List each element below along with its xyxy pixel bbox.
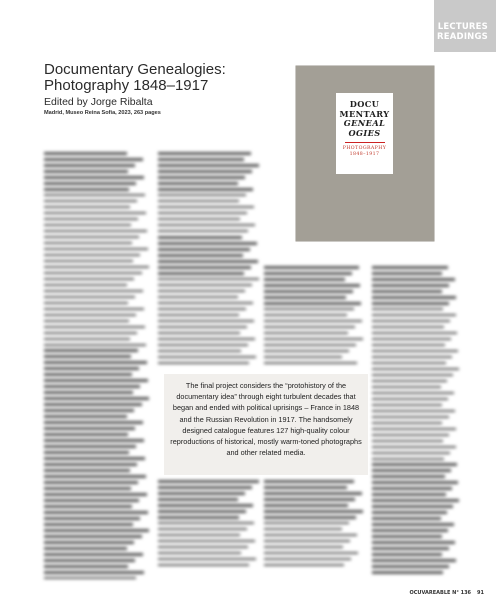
blurred-text-line (264, 320, 362, 323)
publication-info: Madrid, Museo Reina Sofia, 2023, 263 pages (44, 110, 161, 116)
cover-rule (345, 142, 385, 143)
blurred-text-line (158, 260, 258, 263)
blurred-text-line (372, 398, 448, 401)
blurred-text-line (264, 350, 349, 353)
blurred-text-line (158, 152, 251, 155)
blurred-text-line (372, 326, 444, 329)
body-text-column-3-bottom (264, 480, 364, 570)
editor-credit: Edited by Jorge Ribalta (44, 96, 153, 108)
blurred-text-line (372, 475, 445, 478)
footer-magazine: OCUVAREABLE N° 136 (409, 590, 472, 596)
blurred-text-line (264, 308, 354, 311)
blurred-text-line (372, 374, 453, 377)
blurred-text-line (44, 188, 129, 191)
cover-title-line2: MENTARY (339, 108, 390, 119)
blurred-text-line (158, 272, 244, 275)
blurred-text-line (264, 362, 357, 365)
blurred-text-line (372, 553, 442, 556)
blurred-text-line (372, 541, 455, 544)
blurred-text-line (44, 409, 134, 412)
blurred-text-line (44, 248, 148, 251)
blurred-text-line (44, 529, 149, 532)
blurred-text-line (372, 493, 446, 496)
blurred-text-line (372, 392, 454, 395)
blurred-text-line (44, 332, 137, 335)
blurred-text-line (44, 421, 143, 424)
blurred-text-line (44, 457, 145, 460)
blurred-text-line (158, 290, 245, 293)
blurred-text-line (44, 487, 131, 490)
blurred-text-line (372, 452, 450, 455)
cover-subtitle-line1: PHOTOGRAPHY (342, 145, 387, 151)
review-title (44, 62, 274, 94)
blurred-text-line (372, 356, 452, 359)
blurred-text-line (44, 164, 135, 167)
blurred-text-line (372, 266, 448, 269)
blurred-text-line (158, 206, 254, 209)
blurred-text-line (264, 272, 352, 275)
blurred-text-line (44, 367, 139, 370)
blurred-text-line (158, 302, 253, 305)
blurred-text-line (158, 230, 248, 233)
book-cover-label (336, 93, 393, 174)
blurred-text-line (158, 356, 256, 359)
cover-title-line1: DOCU (349, 99, 380, 109)
blurred-text-line (264, 528, 342, 531)
blurred-text-line (372, 565, 449, 568)
blurred-text-line (44, 511, 148, 514)
blurred-text-line (158, 284, 252, 287)
blurred-text-line (44, 284, 127, 287)
blurred-text-line (372, 481, 458, 484)
blurred-text-line (372, 428, 456, 431)
blurred-text-line (372, 350, 458, 353)
blurred-text-line (264, 266, 359, 269)
blurred-text-line (44, 254, 140, 257)
blurred-text-line (372, 559, 456, 562)
blurred-text-line (44, 230, 147, 233)
blurred-text-line (372, 511, 447, 514)
blurred-text-line (372, 296, 456, 299)
blurred-text-line (158, 540, 255, 543)
blurred-text-line (44, 397, 149, 400)
book-cover-image (296, 66, 434, 241)
blurred-text-line (158, 170, 252, 173)
blurred-text-line (44, 158, 143, 161)
blurred-text-line (372, 368, 459, 371)
blurred-text-line (44, 355, 131, 358)
blurred-text-line (44, 361, 147, 364)
page-footer (410, 590, 485, 596)
blurred-text-line (158, 480, 259, 483)
blurred-text-line (44, 200, 137, 203)
blurred-text-line (158, 498, 238, 501)
blurred-text-line (372, 463, 457, 466)
blurred-text-line (158, 522, 254, 525)
blurred-text-line (44, 577, 136, 580)
blurred-text-line (158, 320, 254, 323)
blurred-text-line (44, 541, 134, 544)
blurred-text-line (158, 182, 238, 185)
blurred-text-line (264, 332, 348, 335)
page-number: 91 (477, 590, 484, 596)
blurred-text-line (372, 458, 444, 461)
body-text-column-3 (264, 266, 364, 368)
blurred-text-line (264, 326, 355, 329)
blurred-text-line (264, 302, 361, 305)
blurred-text-line (264, 486, 347, 489)
blurred-text-line (264, 546, 343, 549)
blurred-text-line (158, 344, 248, 347)
blurred-text-line (44, 272, 142, 275)
blurred-text-line (264, 296, 346, 299)
blurred-text-line (44, 182, 136, 185)
blurred-text-line (44, 439, 144, 442)
blurred-text-line (158, 236, 242, 239)
blurred-text-line (372, 505, 453, 508)
blurred-text-line (372, 284, 449, 287)
blurred-text-line (44, 547, 127, 550)
blurred-text-line (44, 427, 135, 430)
blurred-text-line (158, 164, 259, 167)
blurred-text-line (44, 212, 146, 215)
blurred-text-line (372, 386, 441, 389)
blurred-text-line (158, 510, 246, 513)
blurred-text-line (264, 522, 349, 525)
blurred-text-line (44, 559, 135, 562)
body-text-column-2-top (158, 152, 260, 236)
blurred-text-line (372, 469, 451, 472)
blurred-text-line (44, 326, 145, 329)
blurred-text-line (44, 553, 143, 556)
blurred-text-line (44, 523, 133, 526)
blurred-text-line (158, 254, 243, 257)
blurred-text-line (44, 224, 131, 227)
blurred-text-line (264, 338, 363, 341)
blurred-text-line (264, 552, 358, 555)
blurred-text-line (372, 344, 445, 347)
blurred-text-line (44, 302, 128, 305)
blurred-text-line (264, 492, 362, 495)
blurred-text-line (44, 499, 139, 502)
blurred-text-line (264, 558, 351, 561)
blurred-text-line (158, 558, 256, 561)
blurred-text-line (158, 314, 239, 317)
blurred-text-line (372, 535, 442, 538)
blurred-text-line (158, 338, 255, 341)
blurred-text-line (44, 535, 142, 538)
blurred-text-line (44, 415, 127, 418)
blurred-text-line (372, 320, 450, 323)
blurred-text-line (372, 416, 449, 419)
blurred-text-line (44, 236, 139, 239)
blurred-text-line (372, 446, 456, 449)
blurred-text-line (44, 338, 130, 341)
blurred-text-line (264, 278, 345, 281)
blurred-text-line (158, 552, 241, 555)
blurred-text-line (44, 517, 140, 520)
blurred-text-line (372, 404, 442, 407)
blurred-text-line (158, 564, 249, 567)
blurred-text-line (44, 463, 137, 466)
blurred-text-line (44, 260, 133, 263)
blurred-text-line (44, 493, 147, 496)
blurred-text-line (44, 170, 128, 173)
blurred-text-line (372, 272, 442, 275)
blurred-text-line (158, 504, 253, 507)
blurred-text-line (264, 290, 353, 293)
blurred-text-line (44, 266, 149, 269)
blurred-text-line (44, 481, 138, 484)
blurred-text-line (44, 242, 132, 245)
blurred-text-line (264, 504, 348, 507)
blurred-text-line (44, 218, 138, 221)
blurred-text-line (158, 266, 251, 269)
blurred-text-line (44, 344, 146, 347)
body-text-column-4 (372, 266, 460, 577)
blurred-text-line (158, 158, 244, 161)
blurred-text-line (158, 224, 255, 227)
pull-quote-caption: The final project considers the “protohistory of the documentary idea” through eight turbulent decades that began and ended with political uprisings – France in 1848 and the Russian Revolution in 1917. The handsomely designed catalogue features 127 high-quality colour reproductions of historical, mostly warm-toned photographs and other related media. (164, 374, 368, 475)
blurred-text-line (44, 290, 143, 293)
blurred-text-line (158, 332, 240, 335)
blurred-text-line (158, 362, 249, 365)
blurred-text-line (158, 242, 257, 245)
cover-title-line3: GENEAL (343, 118, 386, 128)
blurred-text-line (158, 308, 246, 311)
blurred-text-line (44, 206, 130, 209)
cover-subtitle-line2: 1848–1917 (349, 152, 380, 158)
body-text-column-1 (44, 152, 150, 583)
blurred-text-line (44, 385, 140, 388)
blurred-text-line (44, 152, 127, 155)
blurred-text-line (372, 499, 459, 502)
blurred-text-line (158, 546, 248, 549)
blurred-text-line (44, 571, 144, 574)
blurred-text-line (372, 547, 449, 550)
blurred-text-line (372, 380, 447, 383)
blurred-text-line (372, 302, 449, 305)
blurred-text-line (158, 248, 250, 251)
blurred-text-line (44, 308, 144, 311)
blurred-text-line (158, 194, 246, 197)
blurred-text-line (44, 176, 144, 179)
blurred-text-line (372, 362, 446, 365)
blurred-text-line (44, 314, 136, 317)
blurred-text-line (44, 445, 136, 448)
blurred-text-line (264, 540, 350, 543)
blurred-text-line (158, 326, 247, 329)
blurred-text-line (264, 516, 356, 519)
blurred-text-line (372, 422, 442, 425)
blurred-text-line (158, 492, 245, 495)
blurred-text-line (158, 200, 239, 203)
blurred-text-line (372, 314, 456, 317)
blurred-text-line (372, 440, 443, 443)
blurred-text-line (372, 487, 452, 490)
body-text-column-2-bottom (158, 480, 260, 570)
blurred-text-line (158, 212, 247, 215)
blurred-text-line (264, 314, 347, 317)
blurred-text-line (158, 218, 240, 221)
blurred-text-line (264, 564, 344, 567)
blurred-text-line (158, 486, 252, 489)
blurred-text-line (158, 176, 245, 179)
blurred-text-line (158, 534, 240, 537)
blurred-text-line (44, 278, 134, 281)
blurred-text-line (372, 338, 451, 341)
blurred-text-line (44, 194, 145, 197)
section-tab-line1: LECTURES (437, 22, 488, 32)
blurred-text-line (372, 523, 454, 526)
blurred-text-line (44, 475, 146, 478)
blurred-text-line (158, 278, 259, 281)
blurred-text-line (44, 320, 129, 323)
blurred-text-line (264, 510, 363, 513)
review-title-line1: Documentary Genealogies: (44, 61, 226, 78)
blurred-text-line (44, 403, 142, 406)
blurred-text-line (372, 278, 455, 281)
blurred-text-line (44, 391, 133, 394)
cover-title-line4: OGIES (348, 127, 381, 138)
blurred-text-line (158, 528, 247, 531)
blurred-text-line (158, 516, 239, 519)
blurred-text-line (264, 534, 357, 537)
blurred-text-line (158, 296, 238, 299)
blurred-text-line (372, 332, 457, 335)
blurred-text-line (44, 296, 135, 299)
blurred-text-line (44, 451, 129, 454)
blurred-text-line (372, 517, 441, 520)
blurred-text-line (158, 350, 241, 353)
blurred-text-line (44, 565, 128, 568)
blurred-text-line (264, 498, 355, 501)
blurred-text-line (264, 344, 356, 347)
blurred-text-line (372, 434, 449, 437)
blurred-text-line (44, 469, 130, 472)
blurred-text-line (44, 349, 138, 352)
blurred-text-line (158, 188, 253, 191)
blurred-text-line (372, 410, 455, 413)
section-tab (434, 0, 496, 52)
blurred-text-line (44, 505, 132, 508)
blurred-text-line (372, 308, 443, 311)
blurred-text-line (372, 571, 443, 574)
blurred-text-line (44, 373, 132, 376)
blurred-text-line (264, 356, 342, 359)
blurred-text-line (44, 433, 128, 436)
review-title-line2: Photography 1848–1917 (44, 77, 209, 94)
blurred-text-line (372, 290, 442, 293)
blurred-text-line (44, 379, 148, 382)
blurred-text-line (264, 284, 360, 287)
blurred-text-line (264, 480, 354, 483)
blurred-text-line (372, 529, 448, 532)
body-text-column-2 (158, 236, 260, 368)
section-tab-line2: READINGS (437, 32, 488, 42)
